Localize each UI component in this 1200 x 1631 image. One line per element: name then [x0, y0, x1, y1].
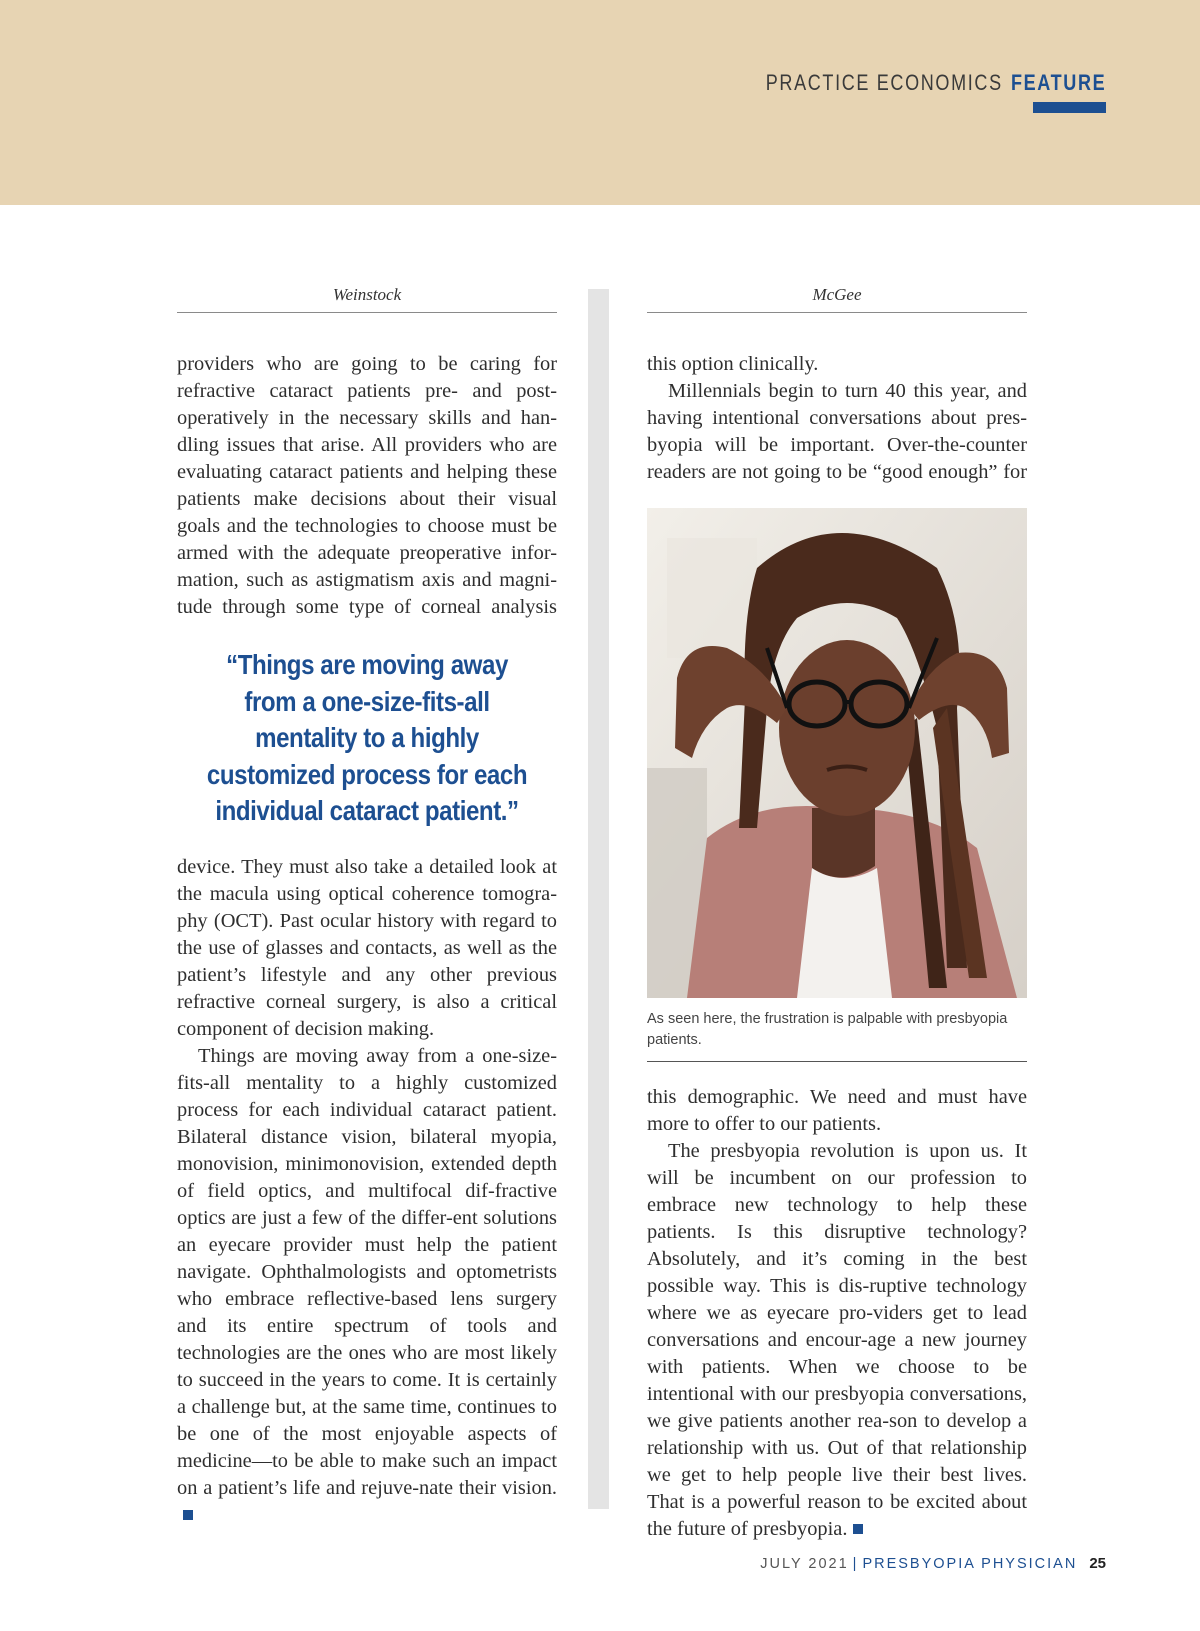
feature-underline-bar	[1033, 102, 1106, 113]
photo-caption: As seen here, the frustration is palpable with presbyopia patients.	[647, 1009, 1027, 1062]
left-body	[177, 351, 557, 1529]
page-footer	[760, 1555, 1106, 1572]
end-mark-icon	[853, 1524, 863, 1534]
feature-label: FEATURE	[1010, 70, 1106, 95]
pull-quote: “Things are moving away from a one-size-fits-all mentality to a highly customized process for each individual cataract patient.”	[206, 649, 528, 826]
issue-date: JULY 2021	[760, 1556, 849, 1572]
right-body-lower	[647, 1084, 1027, 1543]
section-label	[765, 70, 1106, 96]
left-paragraph-2: device. They must also take a detailed look at the macula using optical coherence tomogra-phy (OCT). Past ocular history with regard to the use of glasses and contacts, as well as the patient’s lifestyle and any other previous refractive corneal surgery, is also a critical component of decision making.	[177, 855, 557, 1040]
section-name: PRACTICE ECONOMICS	[765, 70, 1003, 95]
right-column	[647, 285, 1027, 1543]
header-band	[0, 0, 1200, 205]
column-divider	[588, 289, 609, 1509]
right-paragraph-4-text: The presbyopia revolution is upon us. It will be incumbent on our profession to embrace new technology to help these patients. Is this disruptive technology? Absolutely, and it’s coming in the best possible way. This is dis-ruptive technology where we as eyecare pro-viders get to lead conversations and encour-age a new journey with patients. When we choose to be intentional with our presbyopia conversations, we give patients another rea-son to develop a relationship with us. Out of that relationship we get to help people live their best lives. That is a powerful reason to be excited about the future of presbyopia.	[647, 1140, 1027, 1540]
page-number: 25	[1089, 1555, 1106, 1572]
byline-left: Weinstock	[177, 285, 557, 313]
right-paragraph-4	[647, 1138, 1027, 1543]
byline-right: McGee	[647, 285, 1027, 313]
right-paragraph-3: this demographic. We need and must have more to offer to our patients.	[647, 1086, 1027, 1135]
left-column	[177, 285, 557, 1529]
woman-with-glasses-photo	[647, 508, 1027, 998]
publication-name: PRESBYOPIA PHYSICIAN	[862, 1556, 1078, 1572]
photo-illustration	[647, 508, 1027, 998]
right-paragraph-1: this option clinically.	[647, 353, 819, 375]
left-paragraph-3-text: Things are moving away from a one-size-fits-all mentality to a highly customized process for each individual cataract patient. Bilateral distance vision, bilateral myopia, monovision, minimonovision, extended depth of field optics, and multifocal dif-fractive optics are just a few of the differ-ent solutions an eyecare provider must help the patient navigate. Ophthalmologists and optometrists who embrace reflective-based lens surgery and its entire spectrum of tools and technologies are the ones who are most likely to succeed in the years to come. It is certainly a challenge but, at the same time, continues to be one of the most enjoyable aspects of medicine—to be able to make such an impact on a patient’s life and rejuve-nate their vision.	[177, 1044, 557, 1499]
left-paragraph-3	[177, 1043, 557, 1529]
end-mark-icon	[183, 1510, 193, 1520]
footer-separator: |	[852, 1556, 859, 1572]
right-body	[647, 351, 1027, 486]
right-paragraph-2: Millennials begin to turn 40 this year, and having intentional conversations about pres-byopia will be important. Over-the-counter readers are not going to be “good enough” for	[647, 380, 1027, 483]
left-paragraph-1: providers who are going to be caring for refractive cataract patients pre- and post-operatively in the necessary skills and han-dling issues that arise. All providers who are evaluating cataract patients and helping these patients make decisions about their visual goals and the technologies to choose must be armed with the adequate preoperative infor-mation, such as astigmatism axis and magni-tude through some type of corneal analysis	[177, 353, 557, 618]
